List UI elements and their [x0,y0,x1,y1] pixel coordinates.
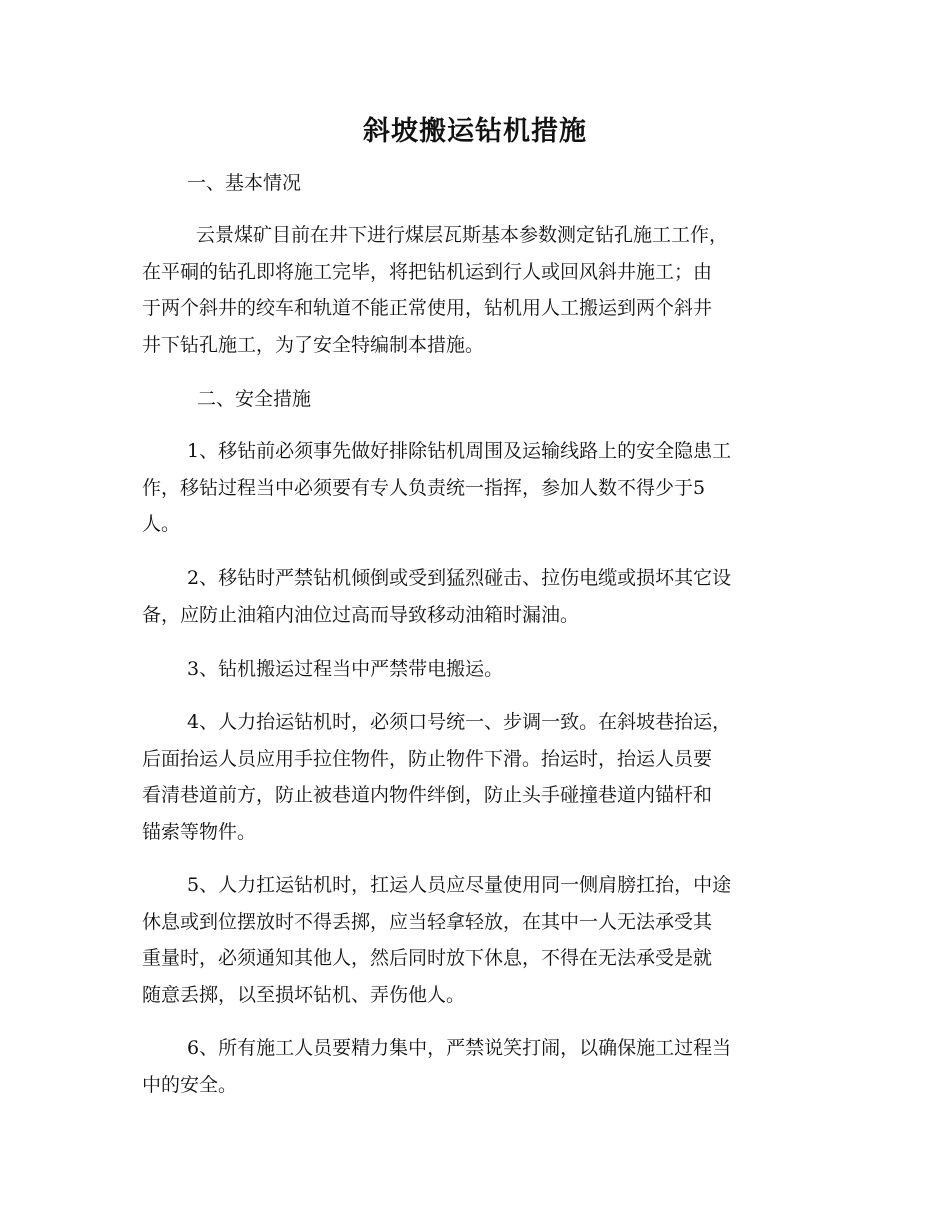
paragraph-basic-situation [142,217,808,363]
paragraph-line: 在平硐的钻孔即将施工完毕，将把钻机运到行人或回风斜井施工；由 [142,260,713,283]
paragraph-line: 中的安全。 [142,1073,238,1096]
section-heading-safety-measures: 二、安全措施 [197,388,312,410]
paragraph-line: 看清巷道前方，防止被巷道内物件绊倒，防止头手碰撞巷道内锚杆和 [142,784,713,806]
paragraph-line: 锚索等物件。 [142,820,257,843]
paragraph-line: 6、所有施工人员要精力集中，严禁说笑打闹，以确保施工过程当 [187,1037,732,1059]
paragraph-line: 4、人力抬运钻机时，必须口号统一、步调一致。在斜坡巷抬运， [187,711,732,733]
paragraph-line: 休息或到位摆放时不得丢掷，应当轻拿轻放，在其中一人无法承受其 [142,910,713,933]
paragraph-measure-5 [142,867,808,1013]
paragraph-measure-1 [142,433,808,543]
paragraph-line: 1、移钻前必须事先做好排除钻机周围及运输线路上的安全隐患工 [187,440,732,462]
paragraph-measure-3 [142,651,808,688]
paragraph-line: 3、钻机搬运过程当中严禁带电搬运。 [187,658,504,680]
paragraph-line: 井下钻孔施工，为了安全特编制本措施。 [142,333,485,356]
paragraph-line: 重量时，必须通知其他人，然后同时放下休息，不得在无法承受是就 [142,947,713,969]
paragraph-line: 人。 [142,513,181,535]
paragraph-line: 于两个斜井的绞车和轨道不能正常使用，钻机用人工搬运到两个斜井 [142,297,713,319]
paragraph-line: 随意丢掷，以至损坏钻机、弄伤他人。 [142,983,466,1006]
paragraph-measure-6 [142,1030,808,1103]
paragraph-measure-2 [142,560,808,633]
section-heading-basic-situation: 一、基本情况 [187,172,302,194]
paragraph-line: 2、移钻时严禁钻机倾倒或受到猛烈碰击、拉伤电缆或损坏其它设 [187,567,732,589]
paragraph-line: 5、人力扛运钻机时，扛运人员应尽量使用同一侧肩膀扛抬，中途 [187,874,732,896]
document-title: 斜坡搬运钻机措施 [363,116,587,147]
paragraph-line: 备，应防止油箱内油位过高而导致移动油箱时漏油。 [142,603,580,626]
paragraph-line: 后面抬运人员应用手拉住物件，防止物件下滑。抬运时，抬运人员要 [142,747,713,770]
paragraph-line: 云景煤矿目前在井下进行煤层瓦斯基本参数测定钻孔施工工作， [196,224,729,246]
paragraph-measure-4 [142,704,808,850]
paragraph-line: 作，移钻过程当中必须要有专人负责统一指挥，参加人数不得少于5 [142,476,706,499]
